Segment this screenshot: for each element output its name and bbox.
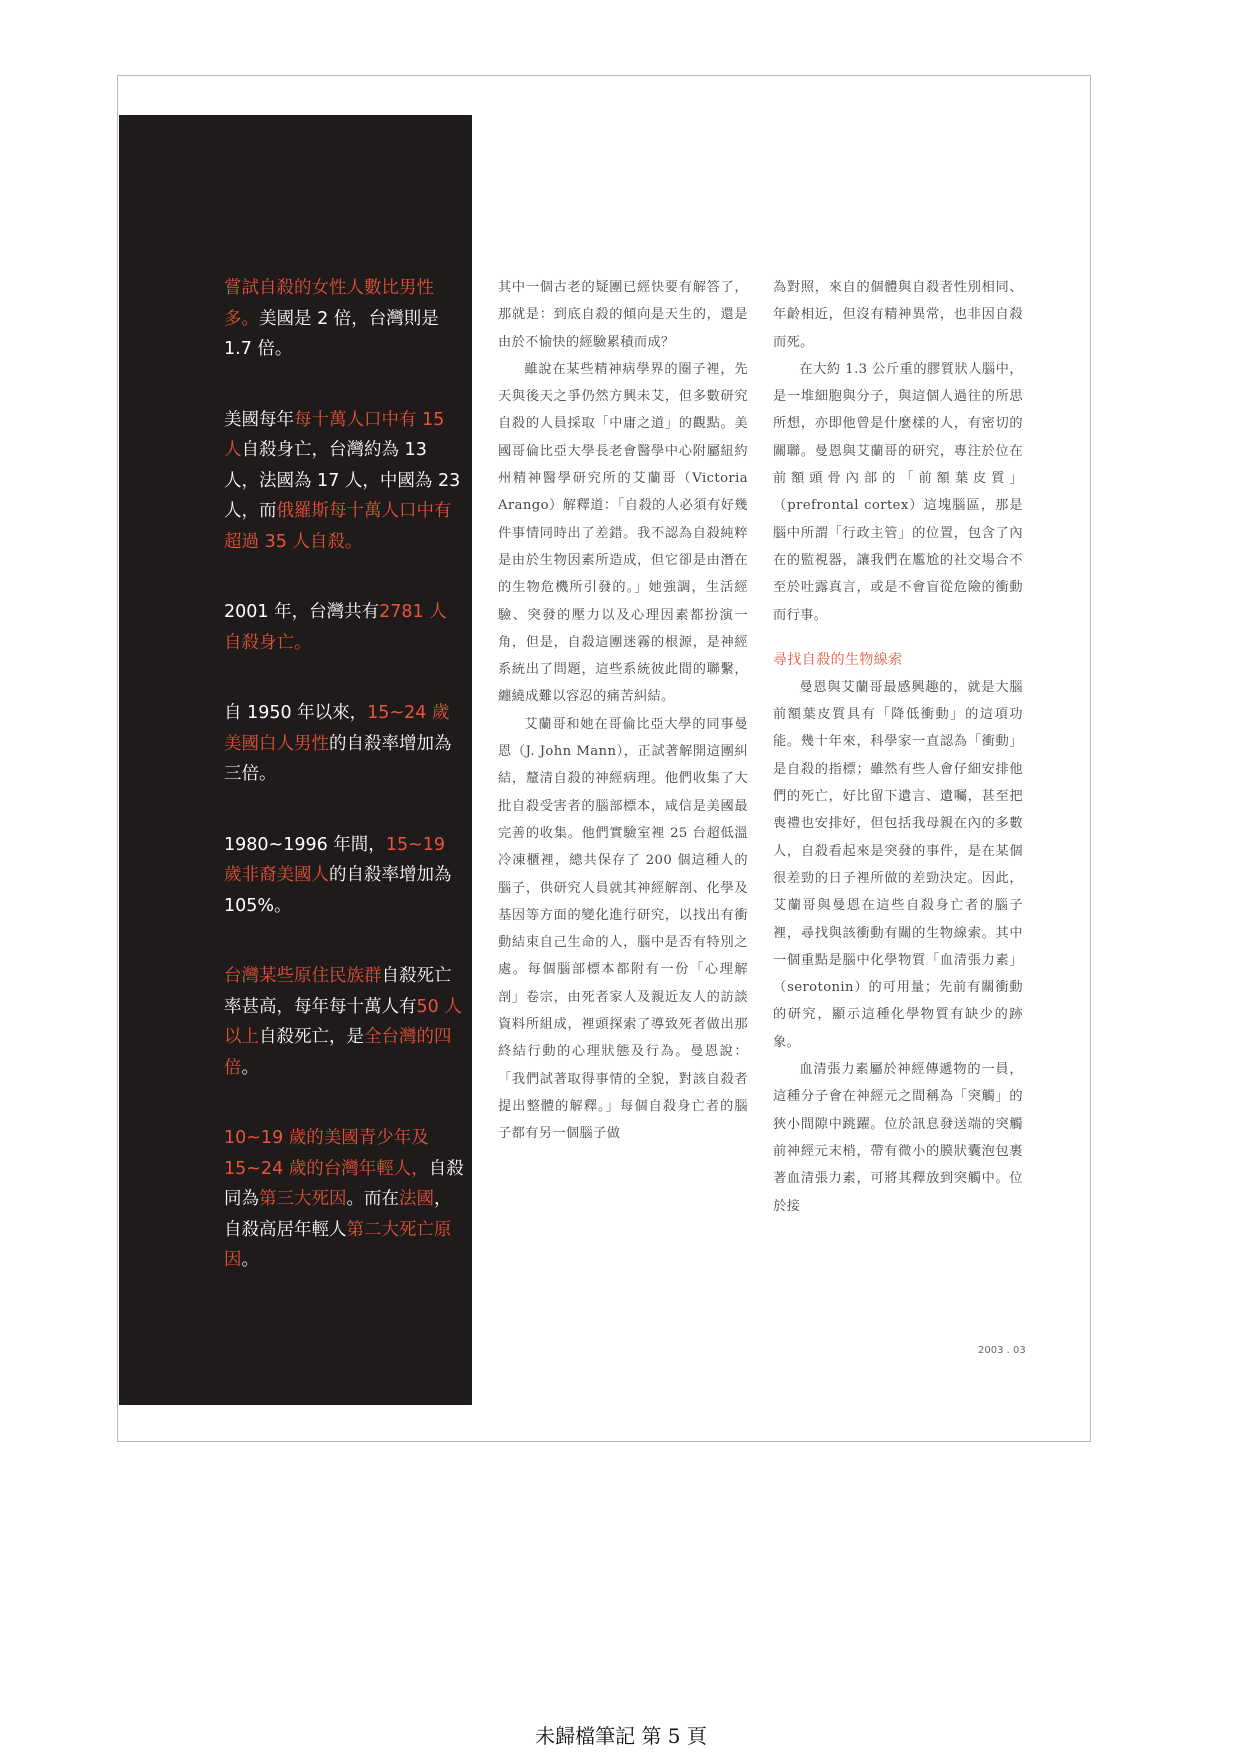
fact-highlight: 50 人以上: [224, 996, 462, 1047]
fact-highlight: 10~19 歲的美國青少年及 15~24 歲的台灣年輕人，: [224, 1128, 429, 1179]
section-subheading: 尋找自殺的生物線索: [773, 651, 903, 668]
fact-text: 自殺同為: [224, 1158, 464, 1209]
article-column-2-top: [773, 274, 1023, 629]
article-column-2-bottom: [773, 674, 1023, 1220]
fact-text: 自殺死亡，是: [259, 1027, 364, 1047]
fact-item: [224, 273, 464, 365]
fact-text: 。: [241, 1250, 259, 1270]
article-paragraph: 在大約 1.3 公斤重的膠質狀人腦中，是一堆細胞與分子，與這個人過往的所思所想，亦即他曾是什麼樣的人，有密切的關聯。曼恩與艾蘭哥的研究，專注於位在前額頭骨內部的「前額葉皮質」（prefrontal cortex）這塊腦區，那是腦中所謂「行政主管」的位置，包含了內在的監視器，讓我們在尷尬的社交場合不至於吐露真言，或是不會盲從危險的衝動而行事。: [773, 361, 1023, 623]
fact-text: 美國每年: [224, 409, 294, 430]
fact-item: [224, 597, 464, 658]
fact-highlight: 15~19 歲非裔美國人: [224, 834, 446, 885]
fact-text: 2001 年，台灣共有: [224, 602, 380, 622]
fact-highlight: 15~24 歲美國白人男性: [224, 703, 450, 754]
fact-highlight: 法國: [399, 1189, 434, 1209]
article-paragraph: 雖說在某些精神病學界的圈子裡，先天與後天之爭仍然方興未艾，但多數研究自殺的人員採取「中庸之道」的觀點。美國哥倫比亞大學長老會醫學中心附屬紐約州精神醫學研究所的艾蘭哥（Victoria Arango）解釋道：「自殺的人必須有好幾件事情同時出了差錯。我不認為自殺純粹是由於生物因素所造成，但它卻是由潛在的生物危機所引發的。」她強調，生活經驗、突發的壓力以及心理因素都扮演一角，但是，自殺這團迷霧的根源，是神經系統出了問題，這些系統彼此間的聯繫，纏繞成難以容忍的痛苦糾結。: [498, 361, 748, 705]
fact-text: 自殺身亡，台灣約為 13 人，法國為 17 人，中國為 23 人，而: [224, 440, 461, 521]
fact-highlight: 全台灣的四倍: [224, 1027, 452, 1078]
fact-text: 的自殺率增加為 105%。: [224, 865, 452, 916]
fact-highlight: 台灣某些原住民族群: [224, 966, 382, 986]
fact-text: 1980~1996 年間，: [224, 834, 386, 855]
facts-sidebar: [119, 115, 472, 1405]
article-paragraph: 為對照，來自的個體與自殺者性別相同、年齡相近，但沒有精神異常，也非因自殺而死。: [773, 280, 1023, 350]
fact-highlight: 2781 人自殺身亡。: [224, 602, 447, 653]
fact-text: 。而在: [346, 1189, 399, 1209]
article-column-2: [773, 274, 1023, 1220]
fact-item: [224, 961, 464, 1083]
fact-highlight: 俄羅斯每十萬人口中有超過 35 人自殺。: [224, 501, 452, 552]
fact-text: 。: [241, 1057, 259, 1078]
fact-item: [224, 698, 464, 790]
fact-item: [224, 1123, 464, 1276]
fact-highlight: 第三大死因: [259, 1189, 347, 1209]
fact-item: [224, 830, 464, 922]
fact-text: ，自殺高居年輕人: [224, 1189, 452, 1240]
issue-date: 2003 . 03: [978, 1345, 1026, 1356]
fact-highlight: 嘗試自殺的女性人數比男性多。: [224, 278, 434, 329]
fact-text: 美國是 2 倍，台灣則是 1.7 倍。: [224, 308, 439, 359]
article-paragraph: 其中一個古老的疑團已經快要有解答了，那就是：到底自殺的傾向是天生的，還是由於不愉快的經驗累積而成？: [498, 280, 748, 350]
fact-item: [224, 405, 464, 558]
fact-highlight: 每十萬人口中有 15 人: [224, 409, 445, 460]
article-column-1: [498, 274, 748, 1148]
facts-list: [224, 273, 464, 1316]
article-paragraph: 血清張力素屬於神經傳遞物的一員，這種分子會在神經元之間稱為「突觸」的狹小間隙中跳躍。位於訊息發送端的突觸前神經元末梢，帶有微小的膜狀囊泡包裹著血清張力素，可將其釋放到突觸中。位於接: [773, 1062, 1023, 1214]
fact-text: 的自殺率增加為三倍。: [224, 733, 452, 784]
page-footer: 未歸檔筆記 第 5 頁: [535, 1724, 707, 1748]
article-paragraph: 曼恩與艾蘭哥最感興趣的，就是大腦前額葉皮質具有「降低衝動」的這項功能。幾十年來，科學家一直認為「衝動」是自殺的指標；雖然有些人會仔細安排他們的死亡，好比留下遺言、遺囑，甚至把喪禮也安排好，但包括我母親在內的多數人，自殺看起來是突發的事件，是在某個很差勁的日子裡所做的差勁決定。因此，艾蘭哥與曼恩在這些自殺身亡者的腦子裡，尋找與該衝動有關的生物線索。其中一個重點是腦中化學物質「血清張力素」（serotonin）的可用量；先前有關衝動的研究，顯示這種化學物質有缺少的跡象。: [773, 679, 1023, 1050]
fact-text: 自 1950 年以來，: [224, 703, 368, 723]
article-paragraph: 艾蘭哥和她在哥倫比亞大學的同事曼恩（J. John Mann），正試著解開這團糾結，釐清自殺的神經病理。他們收集了大批自殺受害者的腦部標本，咸信是美國最完善的收集。他們實驗室裡 25 台超低溫冷凍櫃裡，總共保存了 200 個這種人的腦子，供研究人員就其神經解剖、化學及基因等方面的變化進行研究，以找出有衝動結束自己生命的人，腦中是否有特別之處。每個腦部標本都附有一份「心理解剖」卷宗，由死者家人及親近友人的訪談資料所組成，裡頭探索了導致死者做出那終結行動的心理狀態及行為。曼恩說：「我們試著取得事情的全貌，對該自殺者提出整體的解釋。」每個自殺身亡者的腦子都有另一個腦子做: [498, 716, 748, 1142]
fact-highlight: 第二大死亡原因: [224, 1219, 452, 1270]
fact-text: 自殺死亡率甚高，每年每十萬人有: [224, 966, 452, 1017]
